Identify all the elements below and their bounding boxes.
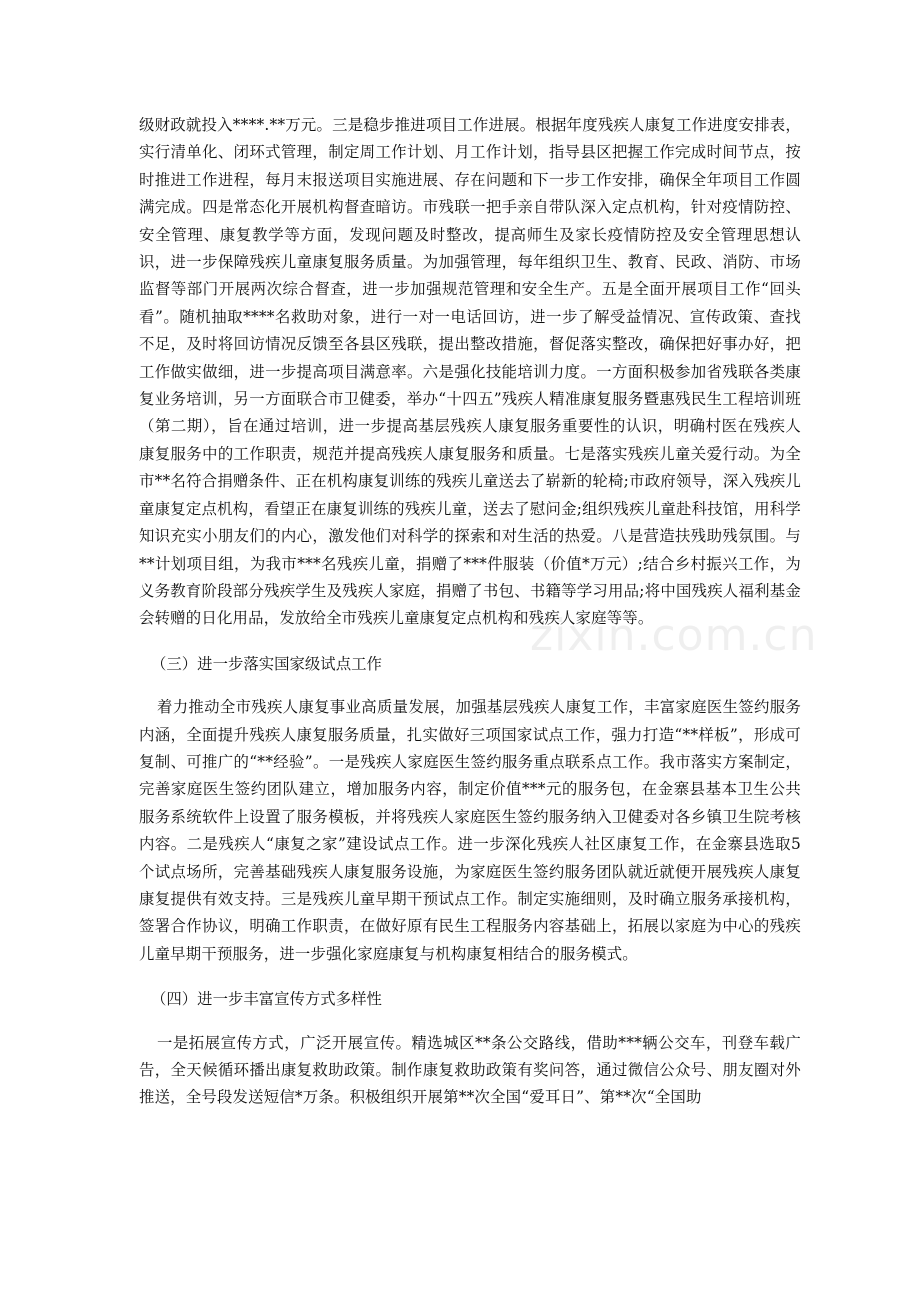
section-heading-4: （四）进一步丰富宣传方式多样性 xyxy=(151,990,382,1009)
body-paragraph: 着力推动全市残疾人康复事业高质量发展，加强基层残疾人康复工作，丰富家庭医生签约服务内涵，全面提升残疾人康复服务质量，扎实做好三项国家试点工作，强力打造“**样板”，形成可复制、可推广的“**经验”。一是残疾人家庭医生签约服务重点联系点工作。我市落实方案制定，完善家庭医生签约团队建立，增加服务内容，制定价值***元的服务包，在金寨县基本卫生公共服务系统软件上设置了服务模板，并将残疾人家庭医生签约服务纳入卫健委对各乡镇卫生院考核内容。二是残疾人“康复之家”建设试点工作。进一步深化残疾人社区康复工作，在金寨县选取5个试点场所，完善基础残疾人康复服务设施，为家庭医生签约服务团队就近就便开展残疾人康复康复提供有效支持。三是残疾儿童早期干预试点工作。制定实施细则，及时确立服务承接机构，签署合作协议，明确工作职责，在做好原有民生工程服务内容基础上，拓展以家庭为中心的残疾儿童早期干预服务，进一步强化家庭康复与机构康复相结合的服务模式。 xyxy=(139,698,801,963)
body-paragraph: 级财政就投入****.**万元。三是稳步推进项目工作进展。根据年度残疾人康复工作进度安排表，实行清单化、闭环式管理，制定周工作计划、月工作计划，指导县区把握工作完成时间节点，按时推进工作进程，每月末报送项目实施进展、存在问题和下一步工作安排，确保全年项目工作圆满完成。四是常态化开展机构督查暗访。市残联一把手亲自带队深入定点机构，针对疫情防控、安全管理、康复教学等方面，发现问题及时整改，提高师生及家长疫情防控及安全管理思想认识，进一步保障残疾儿童康复服务质量。为加强管理，每年组织卫生、教育、民政、消防、市场监督等部门开展两次综合督查，进一步加强规范管理和安全生产。五是全面开展项目工作“回头看”。随机抽取****名救助对象，进行一对一电话回访，进一步了解受益情况、宣传政策、查找不足，及时将回访情况反馈至各县区残联，提出整改措施，督促落实整改，确保把好事办好，把工作做实做细，进一步提高项目满意率。六是强化技能培训力度。一方面积极参加省残联各类康复业务培训，另一方面联合市卫健委，举办“十四五”残疾人精准康复服务暨惠残民生工程培训班（第二期），旨在通过培训，进一步提高基层残疾人康复服务重要性的认识，明确村医在残疾人康复服务中的工作职责，规范并提高残疾人康复服务和质量。七是落实残疾儿童关爱行动。为全市**名符合捐赠条件、正在机构康复训练的残疾儿童送去了崭新的轮椅;市政府领导，深入残疾儿童康复定点机构，看望正在康复训练的残疾儿童，送去了慰问金;组织残疾儿童赴科技馆，用科学知识充实小朋友们的内心，激发他们对科学的探索和对生活的热爱。八是营造扶残助残氛围。与**计划项目组，为我市***名残疾儿童，捐赠了***件服装（价值*万元）;结合乡村振兴工作，为义务教育阶段部分残疾学生及残疾人家庭，捐赠了书包、书籍等学习用品;将中国残疾人福利基金会转赠的日化用品，发放给全市残疾儿童康复定点机构和残疾人家庭等等。 xyxy=(139,116,801,628)
document-page xyxy=(139,112,801,1112)
spacer xyxy=(139,968,801,986)
spacer xyxy=(139,1014,801,1030)
section-heading-3: （三）进一步落实国家级试点工作 xyxy=(151,654,382,673)
body-paragraph: 一是拓展宣传方式，广泛开展宣传。精选城区**条公交路线，借助***辆公交车，刊登车载广告，全天候循环播出康复救助政策。制作康复救助政策有奖问答，通过微信公众号、朋友圈对外推送，全号段发送短信*万条。积极组织开展第**次全国“爱耳日”、第**次“全国助 xyxy=(139,1033,801,1107)
spacer xyxy=(139,633,801,651)
watermark: zixin.com.cn xyxy=(530,610,818,661)
spacer xyxy=(139,678,801,694)
